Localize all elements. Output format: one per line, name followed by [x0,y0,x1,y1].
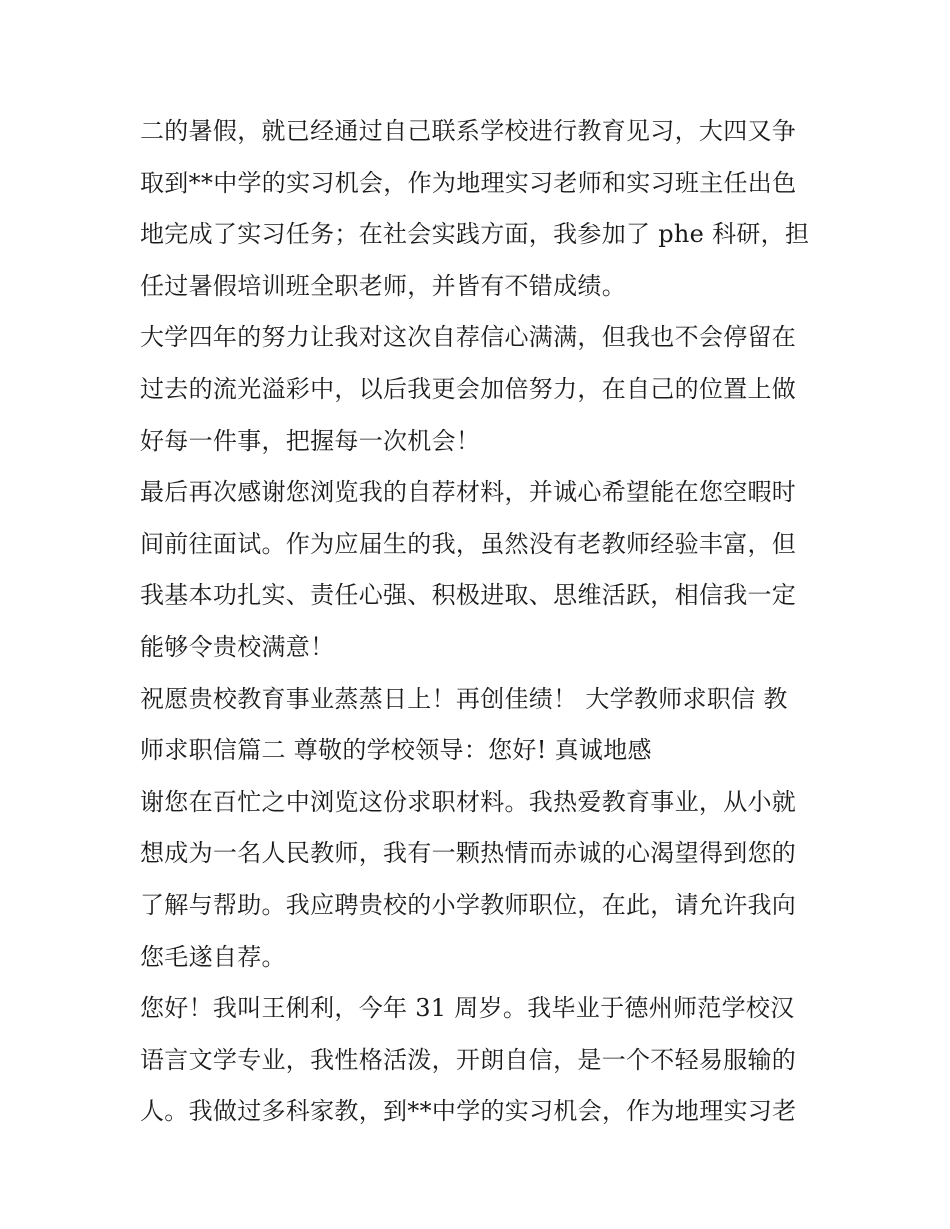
text-line: 语言文学专业，我性格活泼，开朗自信，是一个不轻易服输的 [140,1045,797,1074]
text-line: 您好！我叫王俐利，今年 31 周岁。我毕业于德州师范学校汉 [140,994,795,1023]
text-line: 能够令贵校满意！ [140,632,335,661]
text-line: 大学四年的努力让我对这次自荐信心满满，但我也不会停留在 [140,323,797,352]
text-line: 取到**中学的实习机会，作为地理实习老师和实习班主任出色 [140,168,797,197]
text-line: 二的暑假，就已经通过自己联系学校进行教育见习，大四又争 [140,117,797,145]
document-body [140,106,815,1138]
text-line: 地完成了实习任务；在社会实践方面，我参加了 phe 科研，担 [140,220,810,249]
text-line: 师求职信篇二 尊敬的学校领导：您好! 真诚地感 [140,736,652,765]
text-line: 谢您在百忙之中浏览这份求职材料。我热爱教育事业，从小就 [140,787,797,816]
text-line: 我基本功扎实、责任心强、积极进取、思维活跃，相信我一定 [140,581,797,610]
text-line: 好每一件事，把握每一次机会！ [140,426,481,455]
text-line: 人。我做过多科家教，到**中学的实习机会，作为地理实习老 [140,1097,797,1126]
text-line: 最后再次感谢您浏览我的自荐材料，并诚心希望能在您空暇时 [140,478,797,507]
text-line: 祝愿贵校教育事业蒸蒸日上！再创佳绩！ 大学教师求职信 教 [140,684,788,713]
text-line: 间前往面试。作为应届生的我，虽然没有老教师经验丰富，但 [140,529,797,558]
text-line: 过去的流光溢彩中，以后我更会加倍努力，在自己的位置上做 [140,374,797,403]
text-line: 任过暑假培训班全职老师，并皆有不错成绩。 [140,271,626,300]
text-line: 想成为一名人民教师，我有一颗热情而赤诚的心渴望得到您的 [140,839,797,868]
text-line: 了解与帮助。我应聘贵校的小学教师职位，在此，请允许我向 [140,890,797,919]
text-line: 您毛遂自荐。 [140,942,286,971]
